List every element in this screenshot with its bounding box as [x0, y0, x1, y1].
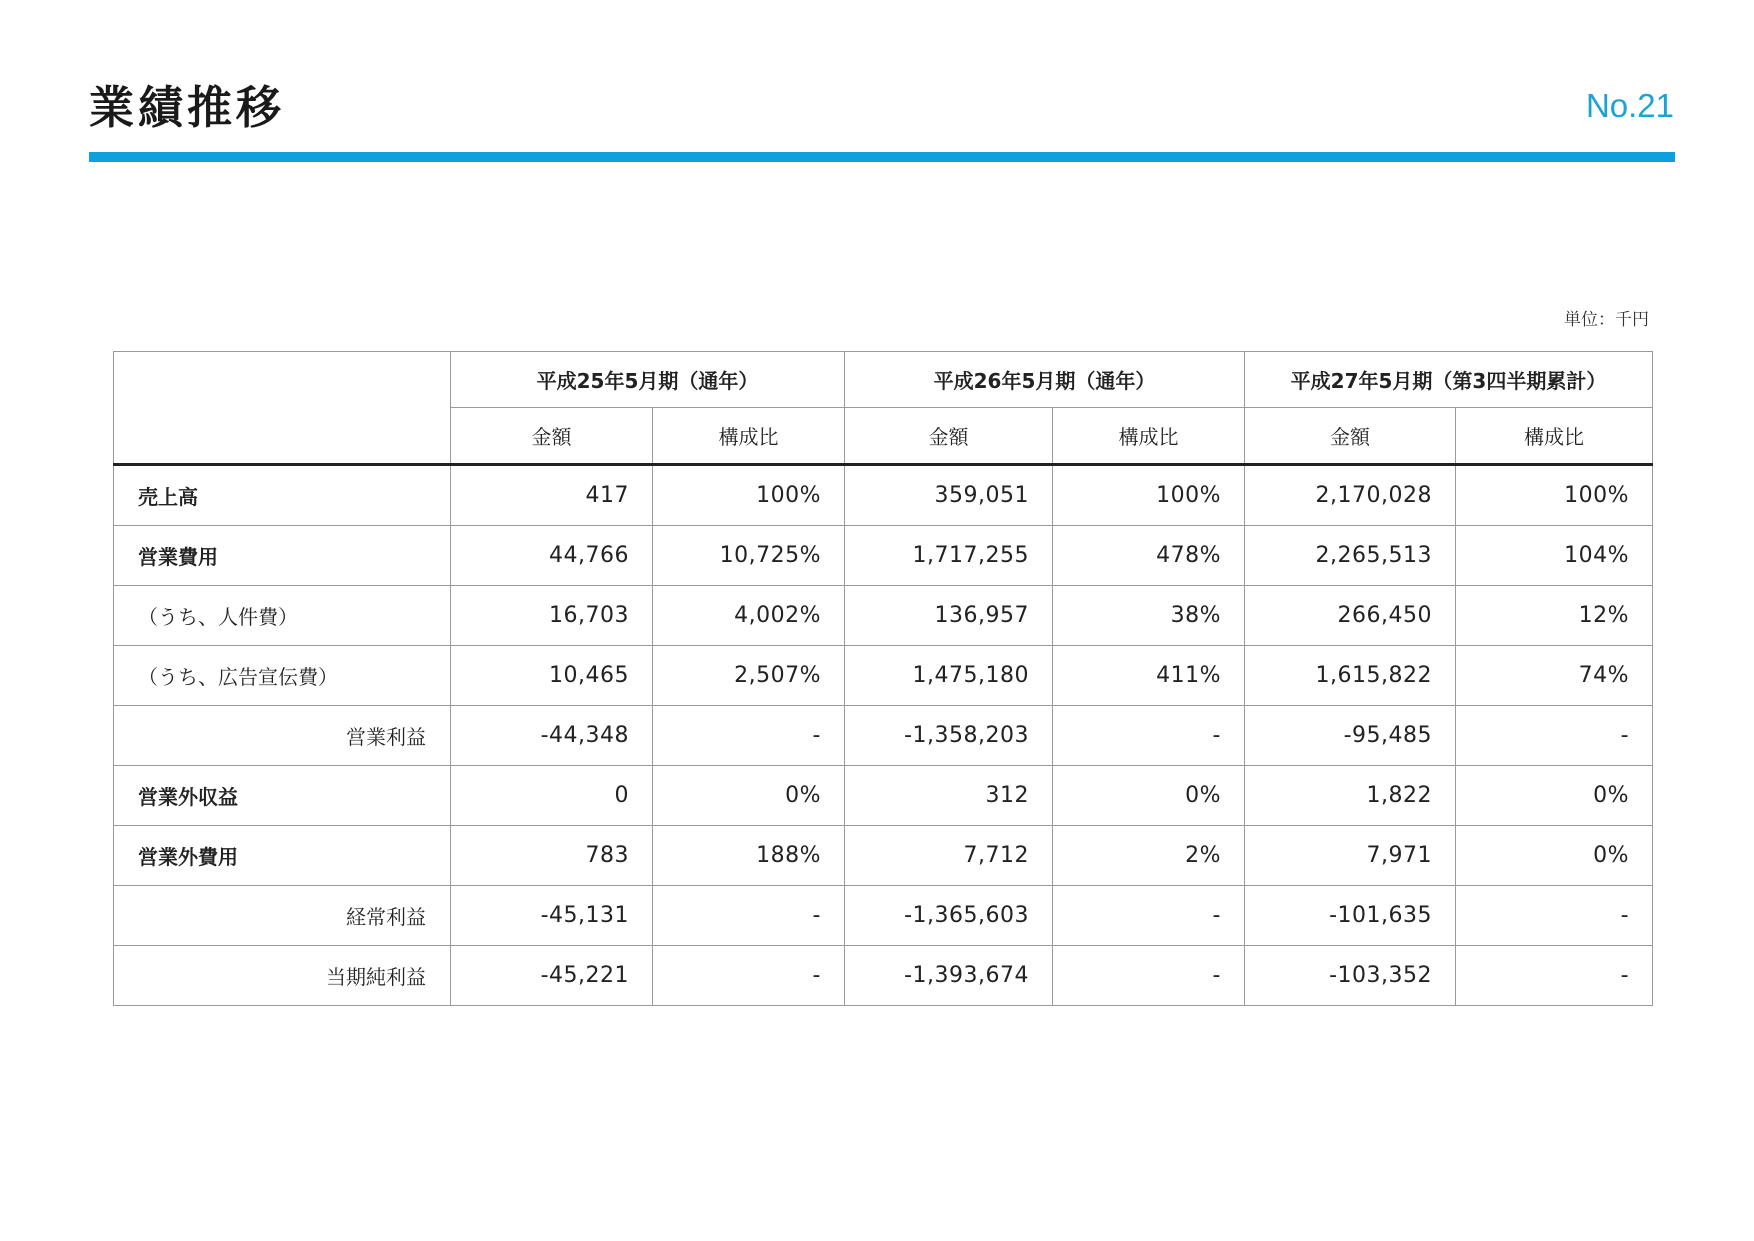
table-cell: 0: [451, 766, 653, 826]
table-cell: 783: [451, 826, 653, 886]
sub-header-ratio: 構成比: [653, 408, 845, 465]
row-label-ordinary-profit: 経常利益: [114, 886, 451, 946]
sub-header-amount: 金額: [1245, 408, 1456, 465]
table-cell: 1,615,822: [1245, 646, 1456, 706]
table-cell: 136,957: [845, 586, 1053, 646]
table-cell: 312: [845, 766, 1053, 826]
page-title: 業績推移: [89, 81, 286, 134]
table-cell: 2,507%: [653, 646, 845, 706]
table-cell: -101,635: [1245, 886, 1456, 946]
table-cell: -: [1053, 706, 1245, 766]
table-cell: 188%: [653, 826, 845, 886]
table-cell: 100%: [1456, 465, 1653, 526]
table-cell: -44,348: [451, 706, 653, 766]
row-label-operating-profit: 営業利益: [114, 706, 451, 766]
table-cell: 0%: [653, 766, 845, 826]
table-cell: -: [1456, 886, 1653, 946]
row-label-non-operating-income: 営業外収益: [114, 766, 451, 826]
row-label-operating-expenses: 営業費用: [114, 526, 451, 586]
table-row: [114, 586, 1653, 646]
table-cell: 7,712: [845, 826, 1053, 886]
table-cell: 4,002%: [653, 586, 845, 646]
table-cell: -45,131: [451, 886, 653, 946]
row-label-non-operating-expenses: 営業外費用: [114, 826, 451, 886]
row-label-advertising: （うち、広告宣伝費）: [114, 646, 451, 706]
table-row: [114, 526, 1653, 586]
table-cell: -1,393,674: [845, 946, 1053, 1006]
table-row: [114, 706, 1653, 766]
table-cell: 7,971: [1245, 826, 1456, 886]
sub-header-amount: 金額: [451, 408, 653, 465]
title-divider: [89, 152, 1675, 162]
row-label-net-income: 当期純利益: [114, 946, 451, 1006]
table-cell: 411%: [1053, 646, 1245, 706]
table-cell: -: [1456, 706, 1653, 766]
table-cell: 2,265,513: [1245, 526, 1456, 586]
table-cell: 1,822: [1245, 766, 1456, 826]
sub-header-ratio: 構成比: [1053, 408, 1245, 465]
unit-label: 単位：千円: [1564, 310, 1649, 330]
sub-header-amount: 金額: [845, 408, 1053, 465]
table-cell: 0%: [1456, 826, 1653, 886]
table-cell: -45,221: [451, 946, 653, 1006]
table-cell: -: [1053, 886, 1245, 946]
table-cell: 100%: [653, 465, 845, 526]
table-row: [114, 646, 1653, 706]
table-cell: -1,365,603: [845, 886, 1053, 946]
table-cell: -: [653, 886, 845, 946]
period-header-fy25: 平成25年5月期（通年）: [451, 352, 845, 408]
table-cell: -: [653, 706, 845, 766]
period-header-row: [114, 352, 1653, 408]
table-cell: 2%: [1053, 826, 1245, 886]
period-header-fy27: 平成27年5月期（第3四半期累計）: [1245, 352, 1653, 408]
table-cell: 1,475,180: [845, 646, 1053, 706]
table-cell: -103,352: [1245, 946, 1456, 1006]
period-header-fy26: 平成26年5月期（通年）: [845, 352, 1245, 408]
table-cell: 16,703: [451, 586, 653, 646]
table-cell: -: [653, 946, 845, 1006]
table-cell: 266,450: [1245, 586, 1456, 646]
sub-header-ratio: 構成比: [1456, 408, 1653, 465]
table-cell: 74%: [1456, 646, 1653, 706]
table-cell: -: [1053, 946, 1245, 1006]
table-cell: 12%: [1456, 586, 1653, 646]
table-cell: -1,358,203: [845, 706, 1053, 766]
table-row: [114, 465, 1653, 526]
table-cell: 0%: [1053, 766, 1245, 826]
table-row: [114, 766, 1653, 826]
table-row: [114, 946, 1653, 1006]
table-cell: -: [1456, 946, 1653, 1006]
table-cell: 0%: [1456, 766, 1653, 826]
table-cell: 359,051: [845, 465, 1053, 526]
table-cell: 10,725%: [653, 526, 845, 586]
header-corner-cell: [114, 352, 451, 465]
table-cell: 478%: [1053, 526, 1245, 586]
results-table: [113, 351, 1653, 1006]
row-label-personnel: （うち、人件費）: [114, 586, 451, 646]
table-cell: 38%: [1053, 586, 1245, 646]
table-cell: 100%: [1053, 465, 1245, 526]
table-cell: 1,717,255: [845, 526, 1053, 586]
table-cell: 2,170,028: [1245, 465, 1456, 526]
row-label-sales: 売上高: [114, 465, 451, 526]
page-number: No.21: [1585, 87, 1674, 124]
table-cell: 417: [451, 465, 653, 526]
table-cell: 44,766: [451, 526, 653, 586]
table-row: [114, 826, 1653, 886]
table-cell: 10,465: [451, 646, 653, 706]
table-cell: 104%: [1456, 526, 1653, 586]
table-cell: -95,485: [1245, 706, 1456, 766]
table-row: [114, 886, 1653, 946]
